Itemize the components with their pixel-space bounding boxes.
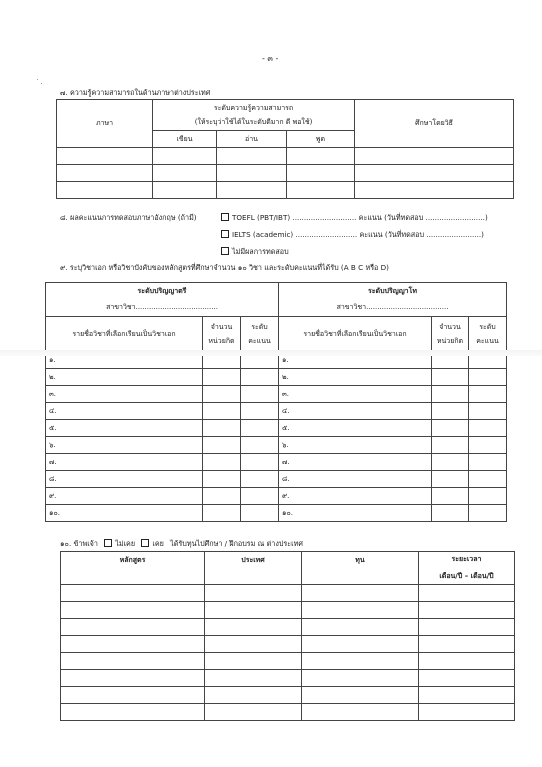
row-number: ๖. [49,440,56,449]
col-country: ประเทศ [205,552,302,585]
row-number: ๙. [49,491,57,500]
master-header [279,283,507,317]
grade-master-cell[interactable] [469,437,507,454]
col-method: ศึกษาโดยวิธี [355,100,514,148]
credits-bachelor-cell[interactable] [203,454,241,471]
table-row [46,505,507,522]
row-number: ๑. [282,355,289,364]
no-test-option[interactable] [221,247,289,255]
subject-master-cell[interactable] [279,420,432,437]
grade-master-cell[interactable] [469,386,507,403]
col-course: หลักสูตร [61,552,205,585]
bachelor-header [46,283,279,317]
table-row [57,165,514,182]
credits-bachelor-cell[interactable] [203,420,241,437]
col-speak: พูด [287,131,355,148]
bachelor-label: ระดับปริญญาตรี [137,287,187,295]
credits-line-1: จำนวน [210,322,233,331]
no-test-label: ไม่มีผลการทดสอบ [232,247,289,256]
master-label: ระดับปริญญาโท [368,287,417,295]
credits-master-cell[interactable] [432,471,469,488]
ever-label: เคย [152,539,164,548]
grade-master-cell[interactable] [469,403,507,420]
table-row [46,471,507,488]
ielts-checkbox[interactable] [221,230,229,238]
credits-bachelor-cell[interactable] [203,403,241,420]
col-read: อ่าน [217,131,287,148]
row-number: ๘. [49,474,57,483]
row-number: ๙. [282,491,290,500]
grade-bachelor-cell[interactable] [241,369,279,386]
table-row [61,619,515,636]
row-number: ๗. [282,457,290,466]
row-number: ๒. [49,372,56,381]
grade-bachelor-cell[interactable] [241,420,279,437]
credits-master-cell[interactable] [432,369,469,386]
scholarship-table [60,551,515,721]
row-number: ๑๐. [49,508,60,517]
toefl-option[interactable] [221,213,488,221]
subject-master-cell[interactable] [279,437,432,454]
subject-master-cell[interactable] [279,488,432,505]
credits-bachelor-cell[interactable] [203,471,241,488]
grade-master-cell[interactable] [469,369,507,386]
never-label: ไม่เคย [115,539,136,548]
credits-master-cell[interactable] [432,420,469,437]
col-write: เขียน [153,131,217,148]
grade-bachelor-cell[interactable] [241,403,279,420]
row-number: ๕. [282,423,290,432]
col-period [419,552,515,585]
credits-master-cell[interactable] [432,403,469,420]
language-table [56,99,514,199]
never-checkbox[interactable] [104,539,112,547]
grade-line-2: คะแนน [476,336,499,345]
subject-master-cell[interactable] [279,369,432,386]
grade-master-cell[interactable] [469,420,507,437]
table-row [61,653,515,670]
col-language: ภาษา [57,100,153,148]
scan-speck [41,83,42,84]
grade-master-cell[interactable] [469,488,507,505]
scan-speck [37,79,38,80]
credits-bachelor-cell[interactable] [203,369,241,386]
col-grade-master [469,317,507,352]
ielts-label: IELTS (academic) ........................... คะแนน (วันที่ทดสอบ ........................) [232,230,484,239]
row-number: ๕. [49,423,57,432]
table-row [46,403,507,420]
grade-bachelor-cell[interactable] [241,437,279,454]
section-10-line [60,539,303,547]
row-number: ๔. [49,406,57,415]
col-ability-label: ระดับความรู้ความสามารถ [213,103,294,112]
subject-bachelor-cell[interactable] [46,420,203,437]
credits-master-cell[interactable] [432,488,469,505]
credits-bachelor-cell[interactable] [203,386,241,403]
grade-line-1: ระดับ [251,322,268,331]
grade-bachelor-cell[interactable] [241,488,279,505]
table-row [46,386,507,403]
section-10-rest: ได้รับทุนไปศึกษา / ฝึกอบรม ณ ต่างประเทศ [170,539,303,548]
table-row [46,369,507,386]
subject-rows [46,352,507,522]
credits-bachelor-cell[interactable] [203,505,241,522]
row-number: ๓. [49,389,57,398]
ever-checkbox[interactable] [141,539,149,547]
section-9-title: ๙. ระบุวิชาเอก หรือวิชาบังคับของหลักสูตรที่ศึกษาจำนวน ๑๐ วิชา และระดับคะแนนที่ได้รับ (A B C หรือ D) [60,263,389,272]
grade-line-1: ระดับ [479,322,496,331]
credits-line-1: จำนวน [439,322,461,331]
table-row [61,636,515,653]
credits-line-2: หน่วยกิต [436,336,464,345]
subject-master-cell[interactable] [279,386,432,403]
table-row [46,488,507,505]
table-row [57,182,514,199]
grade-bachelor-cell[interactable] [241,454,279,471]
credits-bachelor-cell[interactable] [203,437,241,454]
col-subject-master: รายชื่อวิชาที่เลือกเรียนเป็นวิชาเอก [279,317,432,352]
col-scholarship: ทุน [302,552,419,585]
subject-bachelor-cell[interactable] [46,505,203,522]
row-number: ๑๐. [282,508,293,517]
col-credits-master [432,317,469,352]
master-major: สาขาวิชา..................................... [336,303,449,311]
subject-master-cell[interactable] [279,403,432,420]
bachelor-major: สาขาวิชา..................................... [106,303,218,311]
toefl-label: TOEFL (PBT/IBT) ............................ คะแนน (วันที่ทดสอบ ..........................) [232,213,488,222]
subject-bachelor-cell[interactable] [46,488,203,505]
grade-master-cell[interactable] [469,454,507,471]
table-row [46,420,507,437]
subject-master-cell[interactable] [279,454,432,471]
subject-bachelor-cell[interactable] [46,403,203,420]
ielts-option[interactable] [221,230,484,238]
table-row [61,585,515,602]
subject-bachelor-cell[interactable] [46,369,203,386]
col-period-sub: เดือน/ปี – เดือน/ปี [439,572,494,580]
table-row [61,687,515,704]
table-row [61,602,515,619]
grade-bachelor-cell[interactable] [241,386,279,403]
no-test-checkbox[interactable] [221,247,229,255]
table-row [46,437,507,454]
section-7-title: ๗. ความรู้ความสามารถในด้านภาษาต่างประเทศ [60,88,211,97]
col-credits-bachelor [203,317,241,352]
col-ability-sub: (ให้ระบุว่าใช้ได้ในระดับดีมาก ดี พอใช้) [194,117,313,126]
row-number: ๒. [282,372,289,381]
toefl-checkbox[interactable] [221,213,229,221]
grade-line-2: คะแนน [248,336,271,345]
col-grade-bachelor [241,317,279,352]
grade-bachelor-cell[interactable] [241,505,279,522]
row-number: ๔. [282,406,290,415]
table-row [57,148,514,165]
credits-master-cell[interactable] [432,454,469,471]
row-number: ๘. [282,474,290,483]
subject-bachelor-cell[interactable] [46,454,203,471]
row-number: ๓. [282,389,290,398]
credits-master-cell[interactable] [432,505,469,522]
table-row [61,704,515,721]
col-period-label: ระยะเวลา [451,555,482,563]
subject-bachelor-cell[interactable] [46,471,203,488]
col-ability [153,100,355,131]
subject-master-cell[interactable] [279,505,432,522]
row-number: ๖. [282,440,289,449]
section-10-prefix: ๑๐. ข้าพเจ้า [60,539,98,548]
credits-master-cell[interactable] [432,386,469,403]
section-8-title: ๘. ผลคะแนนการทดสอบภาษาอังกฤษ (ถ้ามี) [60,213,197,222]
credits-line-2: หน่วยกิต [208,336,235,345]
scan-shadow [0,350,542,356]
credits-bachelor-cell[interactable] [203,488,241,505]
subject-bachelor-cell[interactable] [46,386,203,403]
page-number: - ๓ - [262,54,279,63]
row-number: ๑. [49,355,56,364]
major-subjects-table [45,282,507,522]
table-row [61,670,515,687]
grade-bachelor-cell[interactable] [241,471,279,488]
subject-master-cell[interactable] [279,471,432,488]
col-subject-bachelor: รายชื่อวิชาที่เลือกเรียนเป็นวิชาเอก [46,317,203,352]
grade-master-cell[interactable] [469,505,507,522]
grade-master-cell[interactable] [469,471,507,488]
table-row [46,454,507,471]
row-number: ๗. [49,457,57,466]
credits-master-cell[interactable] [432,437,469,454]
subject-bachelor-cell[interactable] [46,437,203,454]
